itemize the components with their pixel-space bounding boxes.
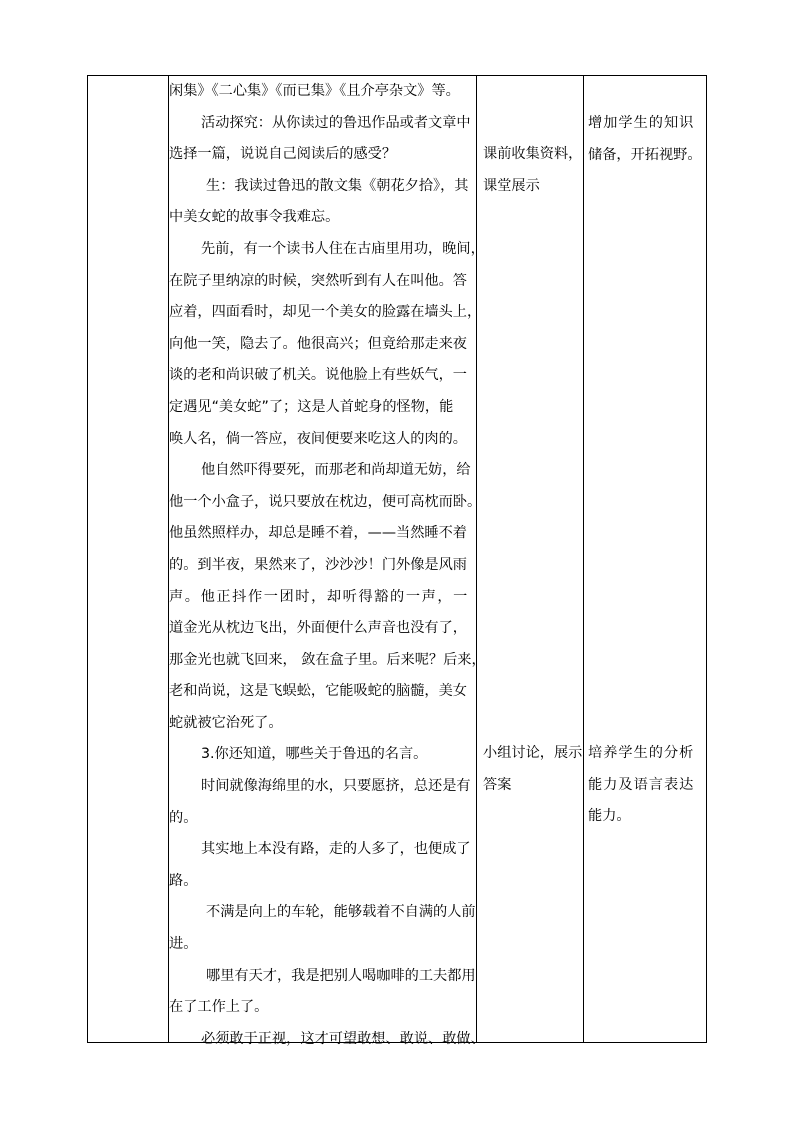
design-purpose-cell [588,76,706,833]
quote-line: 其实地上本没有路，走的人多了，也便成了 [201,841,471,858]
activity-prompt: 活动探究：从你读过的鲁迅作品或者文章中 [201,114,471,131]
content-line: 在院子里纳凉的时候，突然听到有人在叫他。答 [169,272,467,289]
lesson-plan-table [87,75,707,1047]
story-paragraph: 他自然吓得要死，而那老和尚却道无妨，给 [201,462,471,479]
content-line: 的。 [169,809,198,826]
activity-line: 小组讨论，展示 [483,745,583,762]
content-line: 唤人名，倘一答应，夜间便要来吃这人的肉的。 [169,430,467,447]
content-line: 蛇就被它治死了。 [169,714,283,731]
content-line: 他一个小盒子，说只要放在枕边，便可高枕而卧。 [169,493,482,510]
content-line: 声。他正抖作一团时，却听得豁的一声，一 [169,588,469,605]
purpose-line: 储备，开拓视野。 [588,146,702,163]
column-divider [583,76,584,1042]
student-activity-cell [483,76,581,801]
content-line: 向他一笑，隐去了。他很高兴；但竟给那走来夜 [169,335,467,352]
content-line: 选择一篇，说说自己阅读后的感受？ [169,146,397,163]
content-line: 闲集》《二心集》《而已集》《且介亭杂文》等。 [169,83,460,99]
activity-line: 课堂展示 [483,177,540,194]
purpose-line: 能力。 [588,808,631,825]
content-line: 在了工作上了。 [169,999,269,1016]
quote-line: 时间就像海绵里的水，只要愿挤，总还是有 [201,778,471,795]
question-heading: 3.你还知道，哪些关于鲁迅的名言。 [201,746,428,763]
content-line: 路。 [169,872,198,889]
content-line: 道金光从枕边飞出，外面便什么声音也没有了， [169,620,467,637]
activity-line: 答案 [483,776,512,793]
purpose-line: 能力及语言表达 [588,776,695,793]
purpose-line: 增加学生的知识 [588,115,695,131]
content-line: 定遇见“美女蛇”了；这是人首蛇身的怪物，能 [169,398,454,415]
quote-line: 必须敢于正视，这才可望敢想、敢说、敢做、 [201,1030,485,1047]
content-line: 中美女蛇的故事令我难忘。 [169,209,340,226]
column-divider [476,76,477,1042]
content-line: 他虽然照样办，却总是睡不着，——当然睡不着 [169,525,467,542]
content-line: 老和尚说，这是飞蜈蚣，它能吸蛇的脑髓，美女 [169,683,467,700]
content-line: 应着，四面看时，却见一个美女的脸露在墙头上， [169,304,482,321]
quote-line: 哪里有天才，我是把别人喝咖啡的工夫都用 [206,967,476,984]
teaching-content-cell [169,76,486,1055]
content-line: 谈的老和尚识破了机关。说他脸上有些妖气，一 [169,367,467,384]
student-answer: 生：我读过鲁迅的散文集《朝花夕拾》，其 [206,177,469,194]
content-line: 那金光也就飞回来， 敛在盒子里。后来呢？后来， [169,651,486,668]
activity-line: 课前收集资料， [483,146,583,162]
purpose-line: 培养学生的分析 [588,745,695,762]
story-paragraph: 先前，有一个读书人住在古庙里用功，晚间， [201,240,485,257]
quote-line: 不满是向上的车轮，能够载着不自满的人前 [206,904,476,921]
content-line: 的。到半夜，果然来了，沙沙沙！门外像是风雨 [169,556,467,573]
content-line: 进。 [169,936,198,953]
